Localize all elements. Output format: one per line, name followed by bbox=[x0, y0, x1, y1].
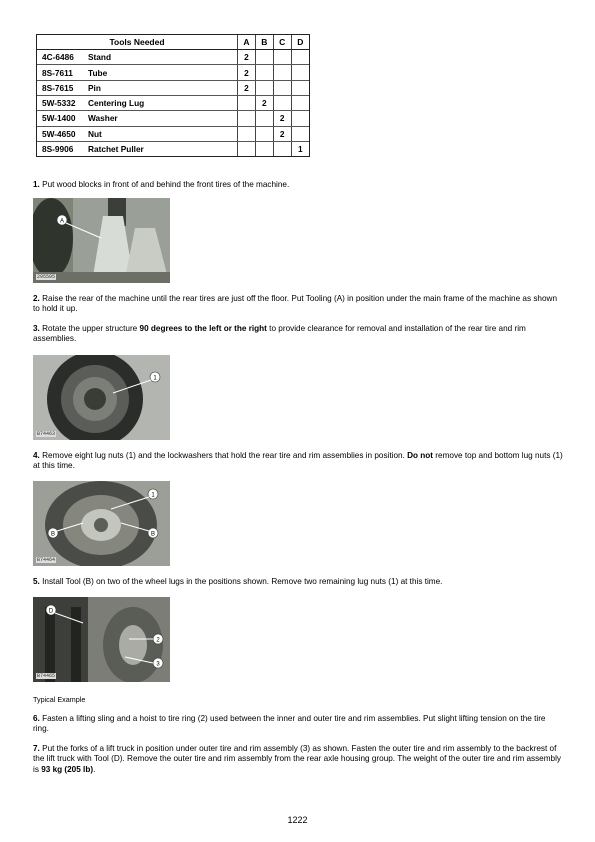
qty-b bbox=[255, 141, 273, 156]
step-number: 5. bbox=[33, 577, 40, 586]
figure-id: B74465 bbox=[37, 673, 56, 679]
qty-b bbox=[255, 80, 273, 95]
step-text: Remove eight lug nuts (1) and the lockwashers that hold the rear tire and rim assemblies in position. bbox=[39, 451, 408, 460]
part-number: 8S-9906 bbox=[42, 143, 74, 154]
step-text: Rotate the upper structure bbox=[39, 324, 140, 333]
step-text: Put wood blocks in front of and behind the front tires of the machine. bbox=[39, 180, 290, 189]
part-name: Tube bbox=[88, 67, 108, 78]
step-number: 6. bbox=[33, 714, 40, 723]
callout-1: 1 bbox=[153, 375, 157, 382]
tool-cell bbox=[37, 80, 238, 95]
part-number: 5W-1400 bbox=[42, 113, 76, 124]
callout-b-right: B bbox=[150, 531, 156, 538]
part-name: Nut bbox=[88, 128, 102, 139]
qty-a: 2 bbox=[238, 50, 256, 65]
figure-stands-photo bbox=[33, 198, 170, 283]
table-row bbox=[37, 95, 309, 110]
tool-cell bbox=[37, 65, 238, 80]
qty-c bbox=[273, 95, 291, 110]
figure-wheel-lugs-photo bbox=[33, 481, 170, 566]
qty-c bbox=[273, 65, 291, 80]
step-5 bbox=[33, 577, 563, 587]
callout-a: A bbox=[59, 218, 65, 225]
qty-d bbox=[291, 50, 309, 65]
qty-a bbox=[238, 141, 256, 156]
step-6 bbox=[33, 714, 563, 735]
step-number: 2. bbox=[33, 294, 40, 303]
step-4 bbox=[33, 451, 563, 472]
step-7 bbox=[33, 744, 563, 775]
tool-cell bbox=[37, 126, 238, 141]
callout-d: D bbox=[48, 608, 54, 615]
qty-c bbox=[273, 80, 291, 95]
page-number: 1222 bbox=[287, 815, 308, 825]
qty-a: 2 bbox=[238, 80, 256, 95]
step-text: Fasten a lifting sling and a hoist to tire ring (2) used between the inner and outer tire and rim assemblies. Put slight lifting tension on the tire ring. bbox=[33, 714, 546, 734]
tools-needed-table bbox=[36, 34, 310, 157]
col-b-header: B bbox=[255, 35, 273, 50]
part-number: 5W-4650 bbox=[42, 128, 76, 139]
step-text: Put the forks of a lift truck in position under outer tire and rim assembly (3) as shown. Fasten the outer tire and rim assembly to the backrest of the lift truck with Tool (D). Remove the outer tire and rim assembly from the rear axle housing group. The weight of the outer tire and rim assembly is bbox=[33, 744, 562, 774]
figure-id: B74464 bbox=[37, 557, 56, 563]
part-name: Washer bbox=[88, 113, 118, 124]
table-row bbox=[37, 141, 309, 156]
tool-cell bbox=[37, 50, 238, 65]
figure-lift-truck-photo bbox=[33, 597, 170, 682]
part-name: Pin bbox=[88, 82, 101, 93]
qty-d: 1 bbox=[291, 141, 309, 156]
table-row bbox=[37, 111, 309, 126]
qty-d bbox=[291, 111, 309, 126]
qty-b: 2 bbox=[255, 95, 273, 110]
qty-a bbox=[238, 126, 256, 141]
step-number: 4. bbox=[33, 451, 40, 460]
step-text-end: . bbox=[93, 764, 96, 774]
col-a-header: A bbox=[238, 35, 256, 50]
part-name: Ratchet Puller bbox=[88, 143, 144, 154]
figure-rear-tire-photo bbox=[33, 355, 170, 440]
qty-b bbox=[255, 65, 273, 80]
callout-b-left: B bbox=[50, 531, 56, 538]
part-number: 5W-5332 bbox=[42, 98, 76, 109]
qty-a bbox=[238, 95, 256, 110]
qty-d bbox=[291, 80, 309, 95]
step-emphasis: 93 kg (205 lb) bbox=[41, 764, 94, 774]
table-row bbox=[37, 126, 309, 141]
step-number: 1. bbox=[33, 180, 40, 189]
step-number: 3. bbox=[33, 324, 40, 333]
col-d-header: D bbox=[291, 35, 309, 50]
callout-3: 3 bbox=[156, 661, 160, 668]
tools-header: Tools Needed bbox=[37, 35, 238, 50]
part-name: Centering Lug bbox=[88, 98, 145, 109]
table-row bbox=[37, 65, 309, 80]
table-row bbox=[37, 80, 309, 95]
col-c-header: C bbox=[273, 35, 291, 50]
part-number: 8S-7615 bbox=[42, 82, 74, 93]
step-3 bbox=[33, 324, 563, 345]
tool-cell bbox=[37, 111, 238, 126]
tools-table-header bbox=[37, 35, 309, 50]
step-text-end: to provide clearance for removal and installation of the rear tire and rim assemblies. bbox=[33, 324, 526, 344]
qty-a bbox=[238, 111, 256, 126]
step-2 bbox=[33, 294, 563, 315]
step-emphasis: Do not bbox=[407, 451, 434, 460]
part-number: 4C-6486 bbox=[42, 52, 74, 63]
table-row bbox=[37, 50, 309, 65]
qty-b bbox=[255, 50, 273, 65]
callout-2: 2 bbox=[156, 637, 160, 644]
qty-d bbox=[291, 95, 309, 110]
qty-c bbox=[273, 141, 291, 156]
part-number: 8S-7611 bbox=[42, 67, 73, 78]
tool-cell bbox=[37, 95, 238, 110]
step-emphasis: 90 degrees to the left or the right bbox=[139, 324, 267, 333]
callout-1: 1 bbox=[151, 492, 155, 499]
qty-b bbox=[255, 126, 273, 141]
figure-id: 295505 bbox=[37, 274, 56, 280]
tool-cell bbox=[37, 141, 238, 156]
step-1 bbox=[33, 180, 563, 190]
step-text: Raise the rear of the machine until the rear tires are just off the floor. Put Tooling (A) in position under the main frame of the machine as shown to hold it up. bbox=[33, 294, 557, 314]
figure-caption: Typical Example bbox=[33, 695, 86, 704]
qty-c: 2 bbox=[273, 126, 291, 141]
part-name: Stand bbox=[88, 52, 112, 63]
step-text-end: remove top and bottom lug nuts (1) at this time. bbox=[33, 451, 563, 471]
figure-id: B74463 bbox=[37, 431, 56, 437]
qty-d bbox=[291, 126, 309, 141]
qty-a: 2 bbox=[238, 65, 256, 80]
qty-c bbox=[273, 50, 291, 65]
qty-c: 2 bbox=[273, 111, 291, 126]
step-number: 7. bbox=[33, 744, 40, 753]
qty-b bbox=[255, 111, 273, 126]
qty-d bbox=[291, 65, 309, 80]
step-text: Install Tool (B) on two of the wheel lugs in the positions shown. Remove two remaining lug nuts (1) at this time. bbox=[39, 577, 443, 586]
